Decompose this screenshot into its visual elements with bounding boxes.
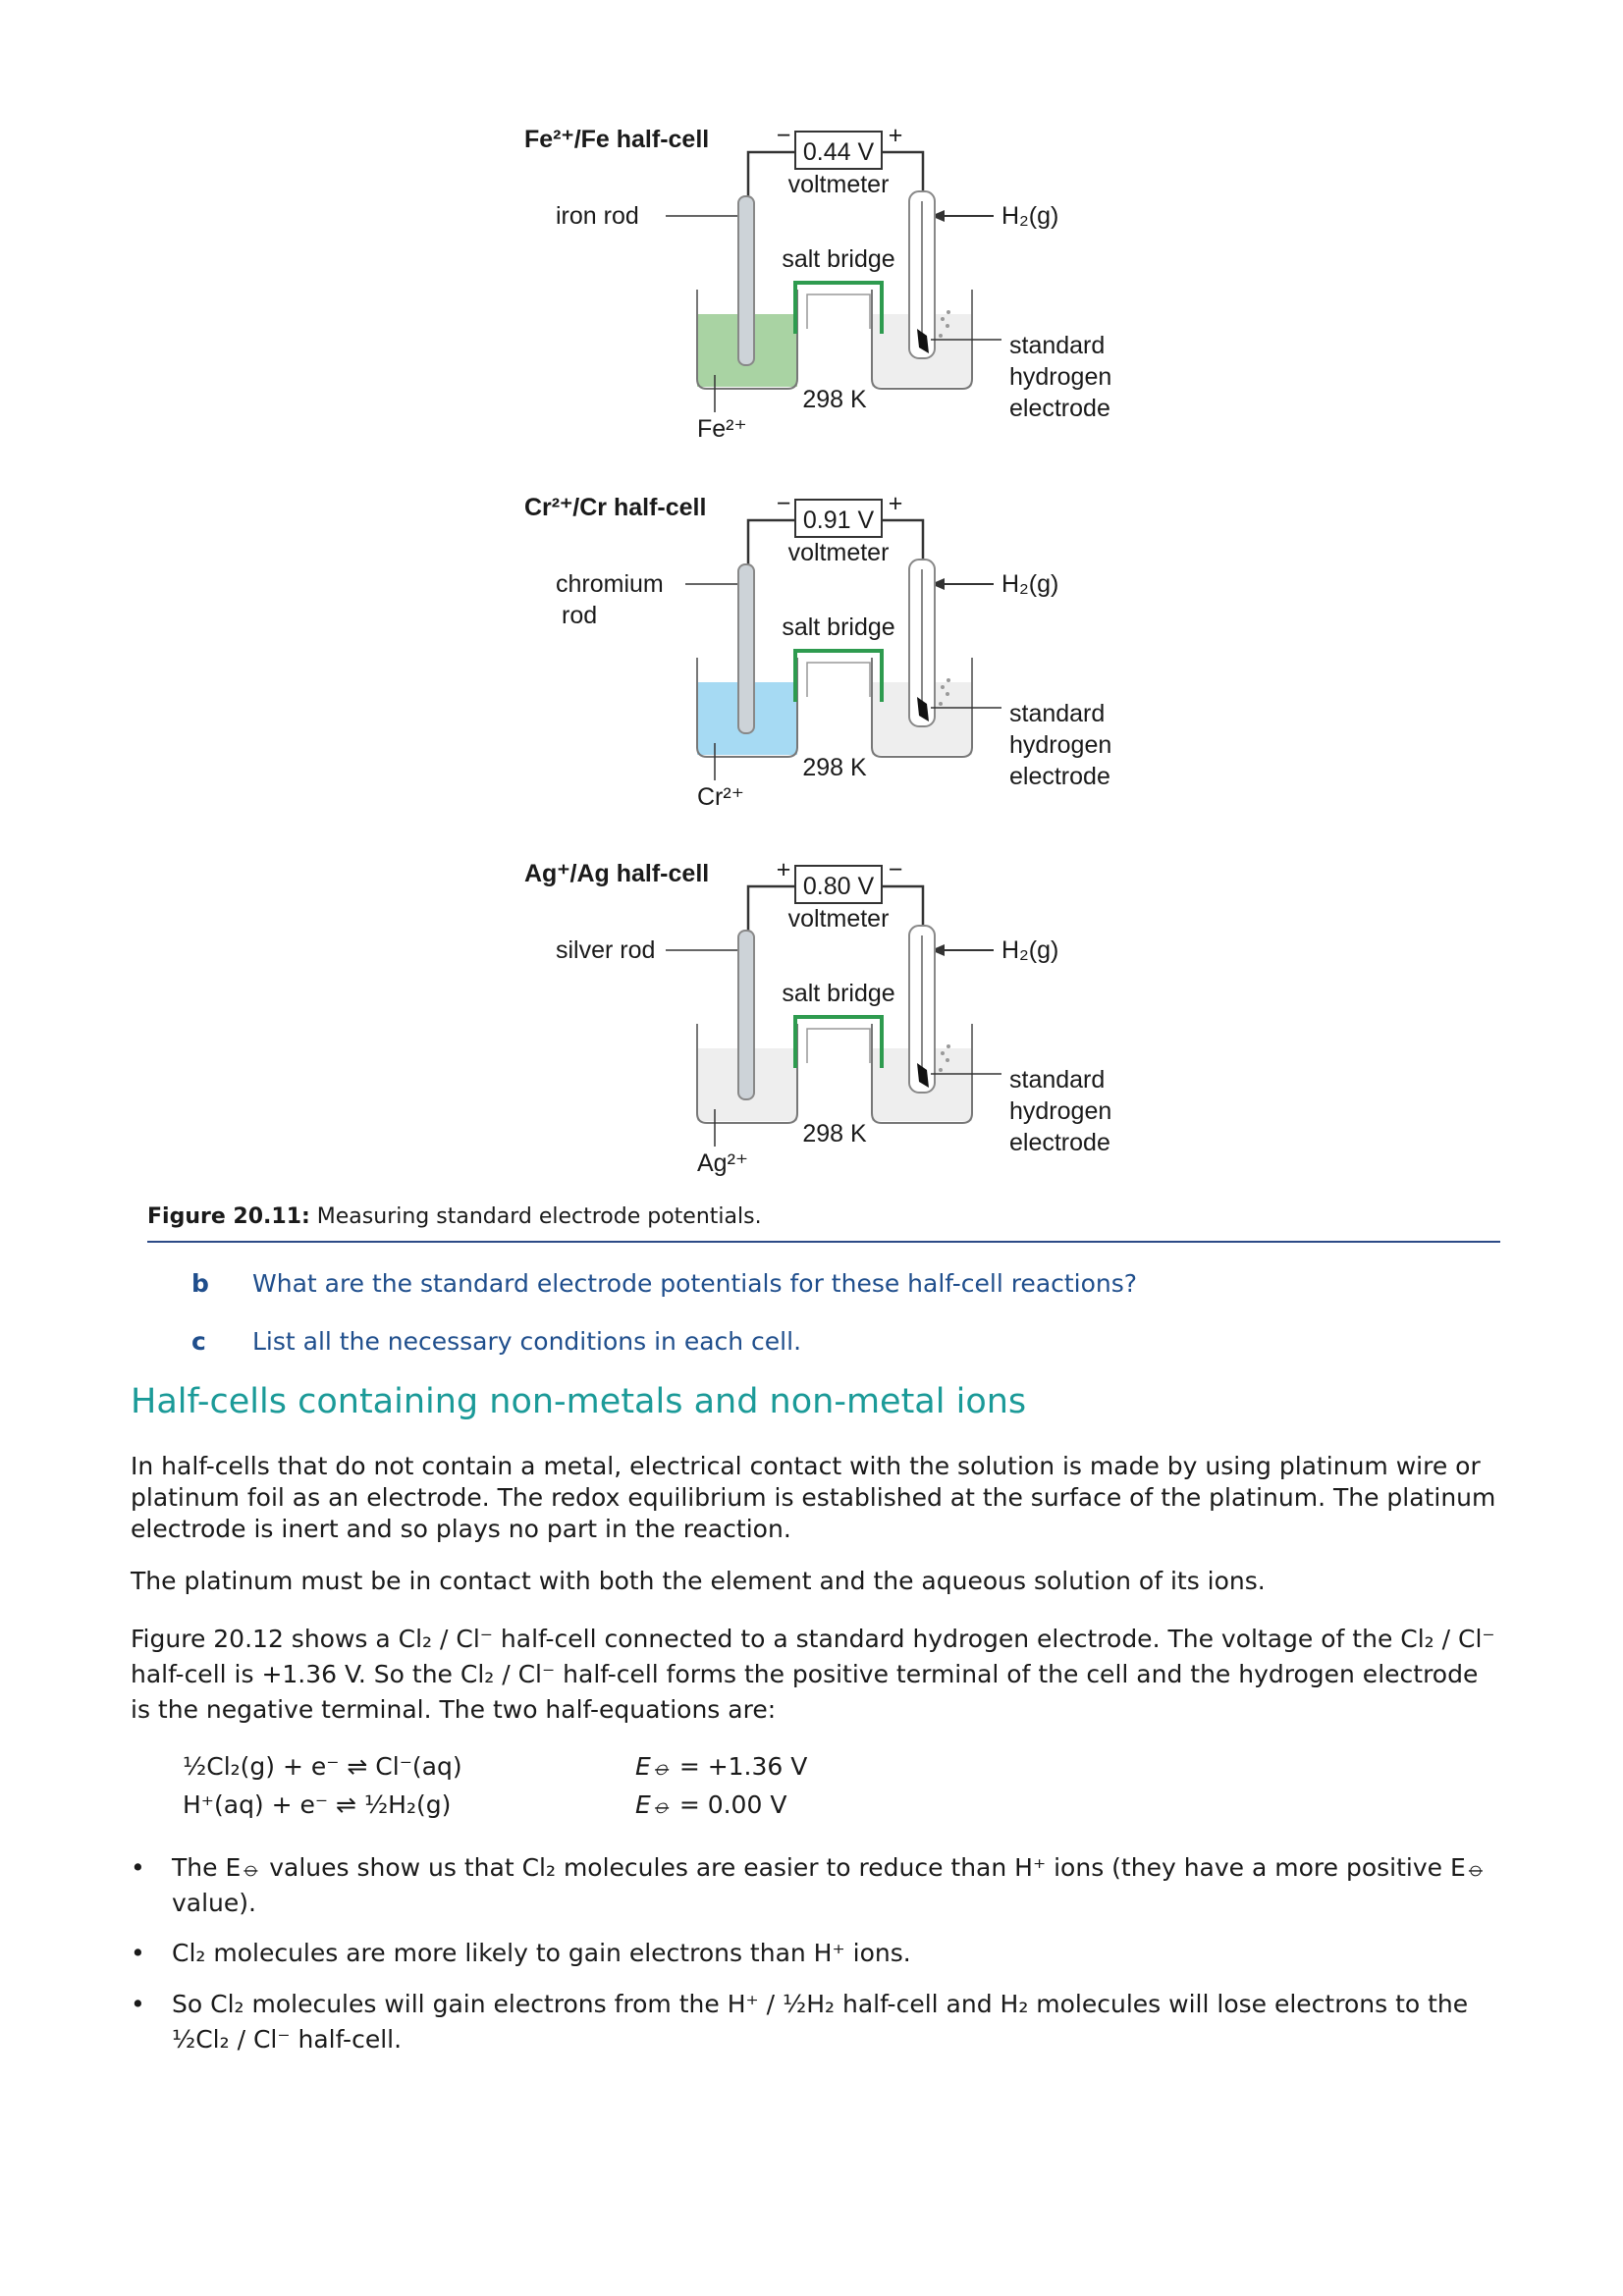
equation-lhs: H⁺(aq) + e⁻ ⇌ ½H₂(g) (183, 1790, 452, 1819)
paragraph-cl2-half-cell: Figure 20.12 shows a Cl₂ / Cl⁻ half-cell connected to a standard hydrogen electrode. The voltage of the Cl₂ / Cl⁻ half-cell is +1.36 V. So the Cl₂ / Cl⁻ half-cell forms the positive terminal of the cell and the hydrogen electrode is the negative terminal. The two half-equations are: (131, 1625, 1495, 1724)
rod-label: chromium (556, 570, 664, 598)
terminal-sign: + (776, 856, 791, 883)
rod-label: iron rod (556, 202, 639, 230)
salt-bridge-label: salt bridge (782, 614, 895, 641)
she-label: standard (1009, 1066, 1106, 1094)
gas-bubble (946, 692, 949, 696)
she-label: electrode (1009, 1129, 1110, 1156)
left-wire (748, 152, 795, 255)
salt-bridge-inner (807, 294, 870, 329)
salt-bridge-label: salt bridge (782, 980, 895, 1007)
e-value: = +1.36 V (678, 1752, 808, 1781)
salt-bridge (795, 1017, 882, 1068)
gas-bubble (941, 317, 945, 321)
she-label: standard (1009, 332, 1106, 359)
caption-divider (147, 1241, 1500, 1243)
salt-bridge-inner (807, 663, 870, 697)
section-heading: Half-cells containing non-metals and non-metal ions (131, 1382, 1027, 1421)
gas-bubble (939, 1068, 943, 1072)
gas-bubble (947, 310, 950, 314)
equation-hydrogen (183, 1790, 451, 1819)
she-label: standard (1009, 700, 1106, 727)
figure-20-11 (511, 118, 1159, 1188)
question-text: What are the standard electrode potentials for these half-cell reactions? (252, 1269, 1138, 1298)
temperature-label: 298 K (802, 754, 867, 781)
left-wire (748, 886, 795, 989)
terminal-sign: + (888, 490, 903, 517)
bullet-dot: • (131, 1990, 145, 2018)
caption-label: Figure 20.11: (147, 1204, 310, 1229)
temperature-label: 298 K (802, 1120, 867, 1148)
half-cell-diagrams (511, 118, 1159, 1188)
bullet-text: The E⦵ values show us that Cl₂ molecules are easier to reduce than H⁺ ions (they have a more positive E⦵ value). (172, 1853, 1487, 1917)
gas-bubble (947, 678, 950, 682)
she-label: hydrogen (1009, 363, 1112, 391)
question-letter: c (191, 1327, 206, 1356)
salt-bridge (795, 651, 882, 702)
bullet-text: Cl₂ molecules are more likely to gain electrons than H⁺ ions. (172, 1939, 911, 1967)
gas-label: H₂(g) (1001, 570, 1059, 598)
she-label: electrode (1009, 395, 1110, 422)
voltmeter-label: voltmeter (787, 171, 890, 198)
paragraph-platinum-electrode: In half-cells that do not contain a metal, electrical contact with the solution is made by using platinum wire or platinum foil as an electrode. The redox equilibrium is established at the surface of the platinum. The platinum electrode is inert and so plays no part in the reaction. (131, 1452, 1496, 1543)
salt-bridge (795, 283, 882, 334)
e-standard-label: E⦵ (635, 1752, 672, 1781)
left-wire (748, 520, 795, 623)
half-cell-title: Cr²⁺/Cr half-cell (524, 494, 707, 521)
gas-bubble (941, 685, 945, 689)
ion-label: Fe²⁺ (697, 415, 747, 443)
terminal-sign: − (776, 122, 791, 149)
gas-bubble (946, 324, 949, 328)
she-label: electrode (1009, 763, 1110, 790)
half-cell-title: Ag⁺/Ag half-cell (524, 860, 710, 887)
equation-lhs: Cl₂(g) + e⁻ ⇌ Cl⁻(aq) (206, 1752, 462, 1781)
voltmeter-reading: 0.91 V (802, 507, 875, 534)
salt-bridge-inner (807, 1029, 870, 1063)
equation-chlorine-potential (635, 1752, 807, 1782)
gas-label: H₂(g) (1001, 202, 1059, 230)
voltmeter-reading: 0.80 V (802, 873, 875, 900)
salt-bridge-label: salt bridge (782, 245, 895, 273)
voltmeter-label: voltmeter (787, 539, 890, 566)
metal-rod (738, 196, 754, 365)
rod-label: silver rod (556, 936, 656, 964)
bullet-dot: • (131, 1853, 145, 1882)
gas-bubble (947, 1044, 950, 1048)
ion-label: Cr²⁺ (697, 783, 744, 811)
bullet-text: So Cl₂ molecules will gain electrons from the H⁺ / ½H₂ half-cell and H₂ molecules will lose electrons to the ½Cl₂ / Cl⁻ half-cell. (172, 1990, 1469, 2054)
bullet-dot: • (131, 1939, 145, 1967)
metal-rod (738, 564, 754, 733)
gas-bubble (939, 334, 943, 338)
rod-label: rod (562, 602, 598, 629)
voltmeter-label: voltmeter (787, 905, 890, 933)
equation-chlorine (183, 1752, 462, 1781)
temperature-label: 298 K (802, 386, 867, 413)
equation-hydrogen-potential (635, 1790, 786, 1820)
gas-bubble (941, 1051, 945, 1055)
gas-bubble (946, 1058, 949, 1062)
half-cell-title: Fe²⁺/Fe half-cell (524, 126, 710, 153)
paragraph-platinum-contact: The platinum must be in contact with both the element and the aqueous solution of its ions. (131, 1567, 1266, 1595)
gas-label: H₂(g) (1001, 936, 1059, 964)
terminal-sign: + (888, 122, 903, 149)
voltmeter-reading: 0.44 V (802, 138, 875, 166)
she-label: hydrogen (1009, 731, 1112, 759)
figure-caption (147, 1204, 762, 1229)
e-standard-label: E⦵ (635, 1790, 672, 1819)
e-value: = 0.00 V (678, 1790, 787, 1819)
gas-bubble (939, 702, 943, 706)
question-letter: b (191, 1269, 209, 1298)
equation-lhs: ½ (183, 1752, 207, 1781)
caption-text: Measuring standard electrode potentials. (309, 1204, 762, 1229)
metal-rod (738, 931, 754, 1099)
terminal-sign: − (888, 856, 903, 883)
question-text: List all the necessary conditions in each cell. (252, 1327, 802, 1356)
ion-label: Ag²⁺ (697, 1149, 749, 1177)
she-label: hydrogen (1009, 1097, 1112, 1125)
terminal-sign: − (776, 490, 791, 517)
